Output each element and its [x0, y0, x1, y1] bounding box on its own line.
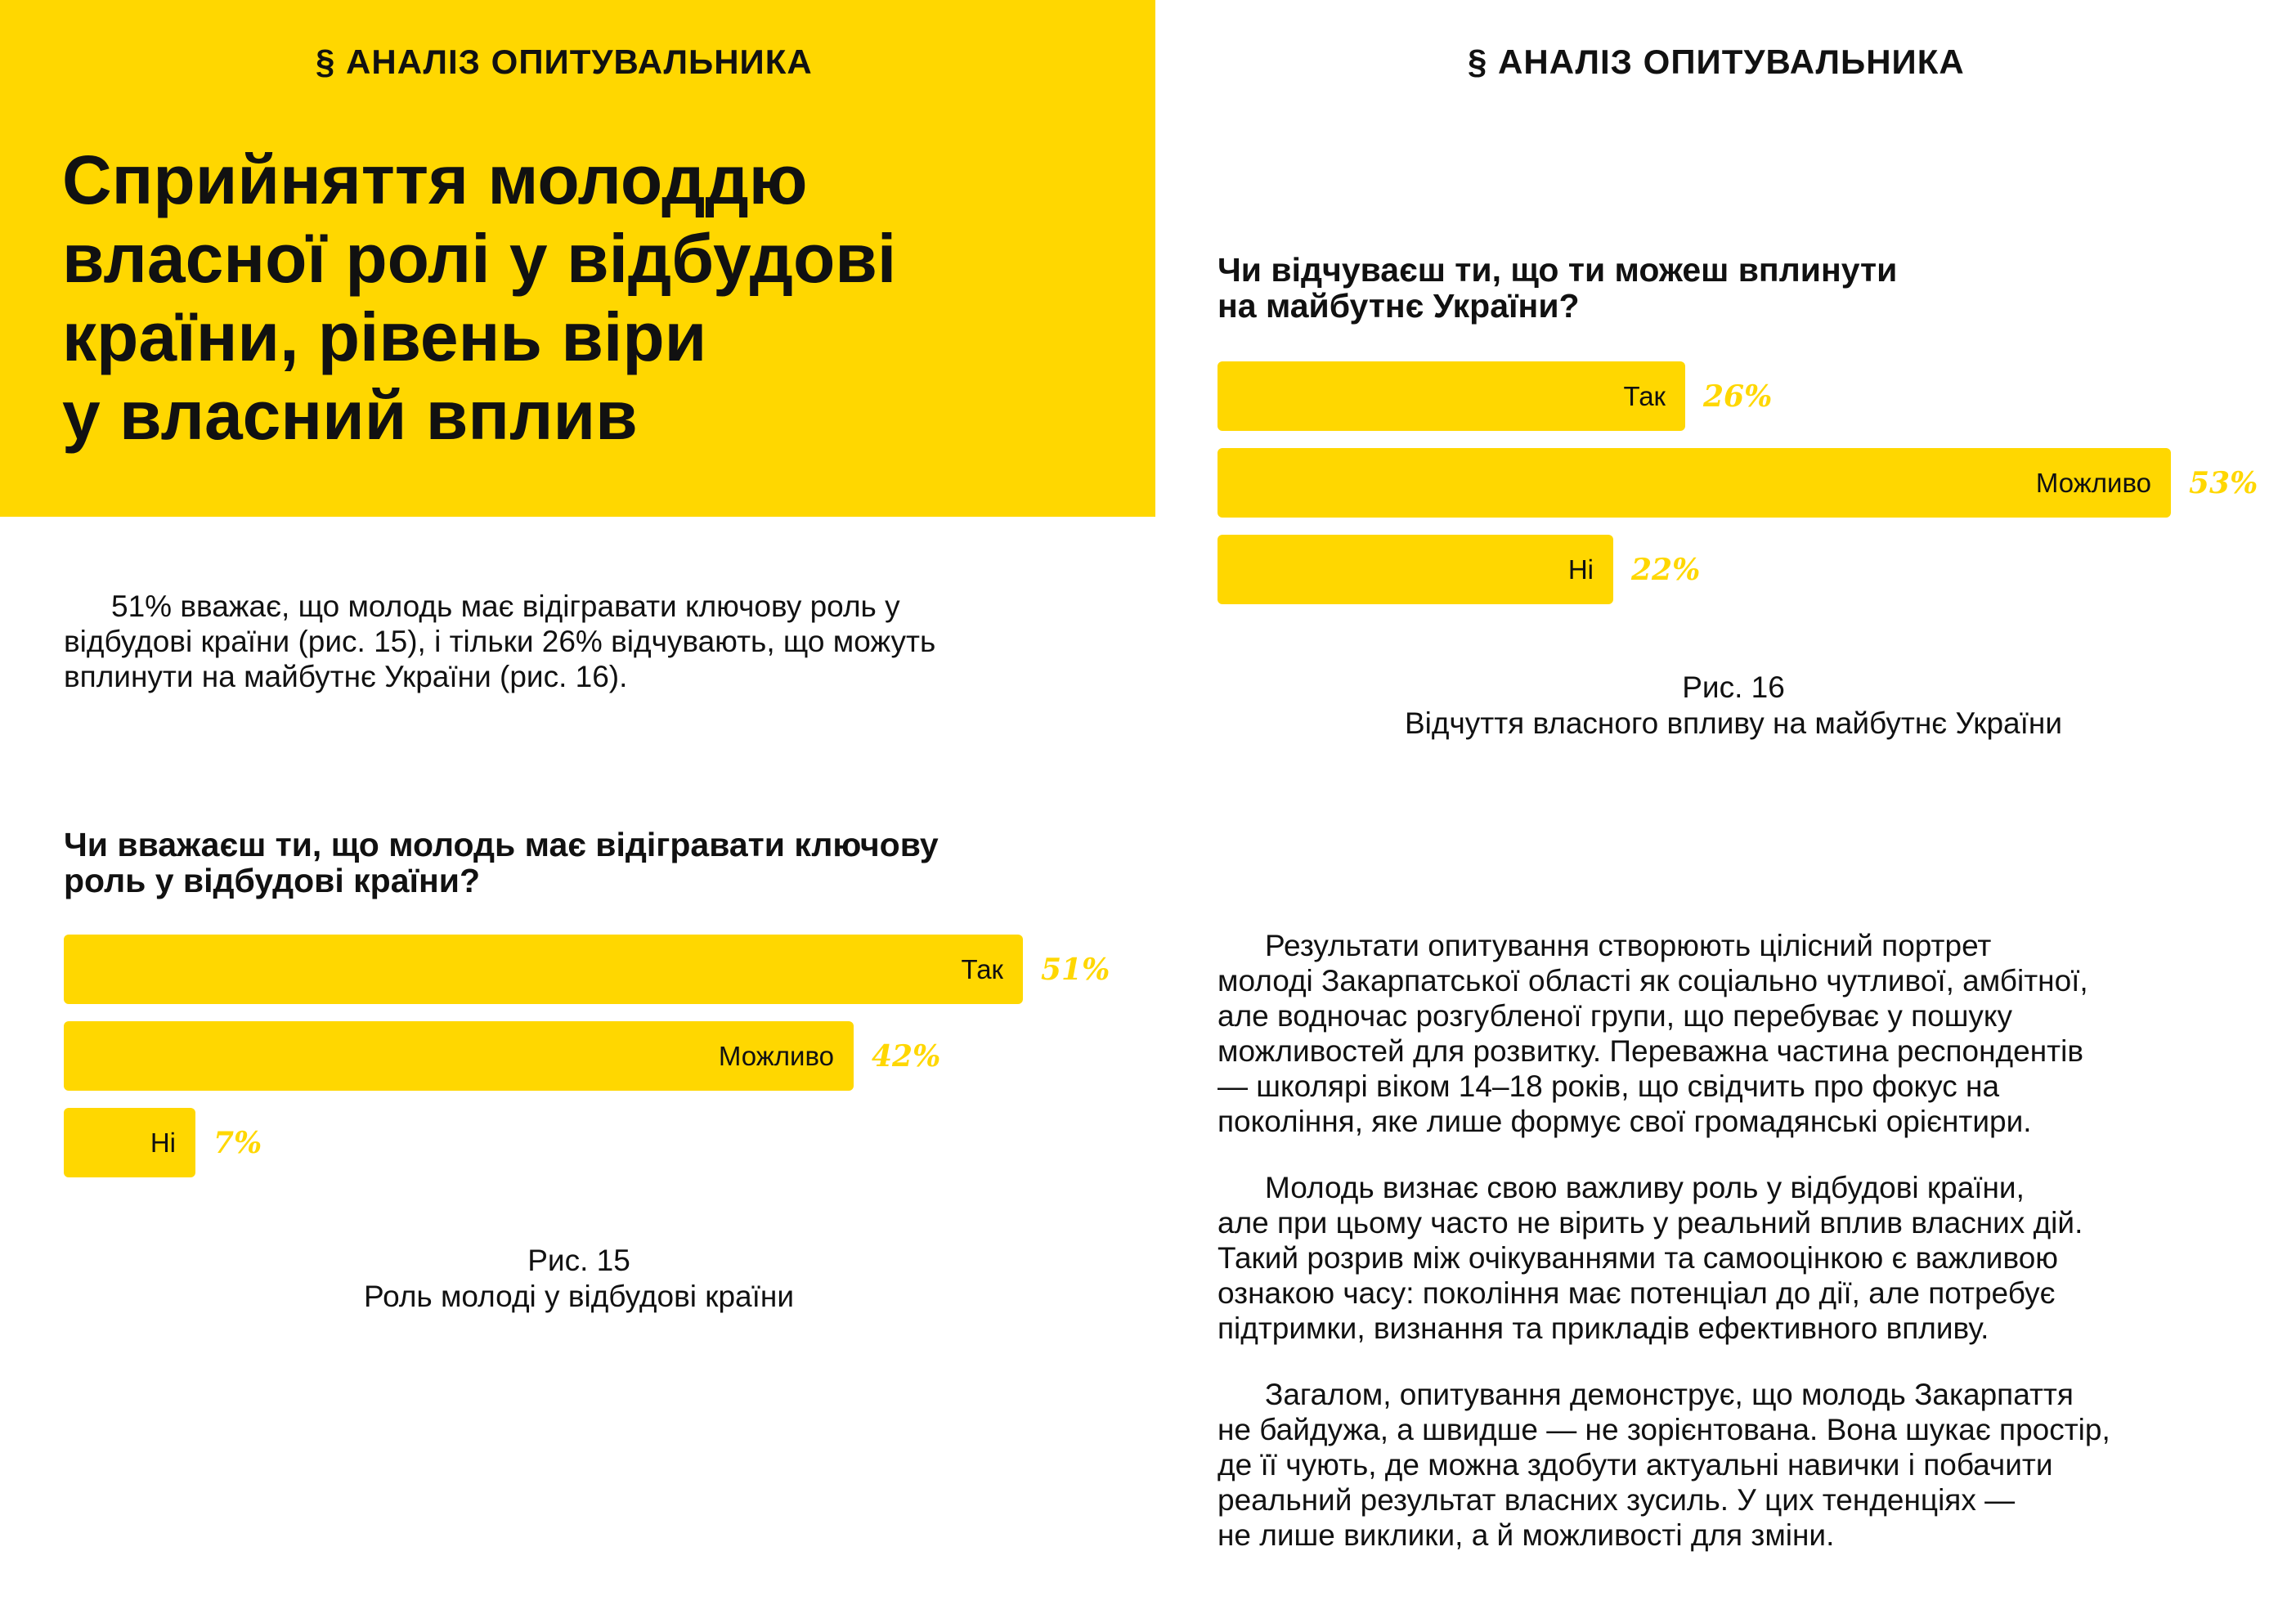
- chart-bar: [1218, 448, 2171, 518]
- figure-caption: [1296, 670, 2171, 742]
- bar-value-label: 51%: [1041, 953, 1110, 987]
- bar-value-label: 42%: [872, 1039, 941, 1074]
- text-line: Загалом, опитування демонструє, що молодь Закарпаття: [1265, 1378, 2074, 1411]
- text-line: але водночас розгубленої групи, що перебуває у пошуку: [1218, 999, 2013, 1033]
- title-line: країни, рівень віри: [62, 298, 707, 375]
- question-line: роль у відбудові країни?: [64, 862, 481, 899]
- intro-paragraph: [64, 589, 935, 694]
- bar-chart-youth-role: [64, 935, 1110, 1180]
- text-line: покоління, яке лише формує свої громадянські орієнтири.: [1218, 1105, 2032, 1138]
- text-line: не лише виклики, а й можливості для зміни.: [1218, 1518, 1835, 1552]
- text-line: ознакою часу: покоління має потенціал до дії, але потребує: [1218, 1276, 2056, 1310]
- text-line: не байдужа, а швидше — не зорієнтована. Вона шукає простір,: [1218, 1413, 2110, 1446]
- text-line: 51% вважає, що молодь має відігравати ключову роль у: [111, 590, 900, 623]
- chart-bar: [64, 1108, 195, 1177]
- text-line: підтримки, визнання та прикладів ефективного впливу.: [1218, 1311, 1989, 1345]
- caption-text: Відчуття власного впливу на майбутнє України: [1404, 706, 2063, 740]
- bar-value-label: 53%: [2189, 466, 2258, 500]
- title-line: власної ролі у відбудові: [62, 220, 897, 297]
- title-line: у власний вплив: [62, 377, 638, 454]
- chart-bar: [64, 1021, 854, 1091]
- bar-category-label: Так: [1623, 380, 1666, 411]
- section-label: § АНАЛІЗ ОПИТУВАЛЬНИКА: [316, 43, 813, 81]
- bar-category-label: Ні: [150, 1127, 176, 1158]
- chart-bar: [1218, 361, 1685, 431]
- text-line: молоді Закарпатської області як соціально чутливої, амбітної,: [1218, 964, 2088, 998]
- bar-value-label: 26%: [1703, 379, 1773, 414]
- text-line: але при цьому часто не вірить у реальний вплив власних дій.: [1218, 1206, 2083, 1240]
- caption-number: Рис. 16: [1682, 670, 1785, 704]
- text-line: — школярі віком 14–18 років, що свідчить про фокус на: [1218, 1069, 2000, 1103]
- caption-number: Рис. 15: [527, 1244, 630, 1277]
- chart-question: [64, 827, 939, 899]
- text-line: де її чують, де можна здобути актуальні навички і побачити: [1218, 1448, 2053, 1482]
- text-line: Такий розрив між очікуваннями та самооцінкою є важливою: [1218, 1241, 2059, 1275]
- bar-category-label: Можливо: [718, 1040, 834, 1071]
- bar-category-label: Можливо: [2035, 467, 2151, 498]
- caption-text: Роль молоді у відбудові країни: [364, 1280, 794, 1313]
- question-line: Чи відчуваєш ти, що ти можеш вплинути: [1218, 251, 1898, 289]
- conclusion-paragraph-1: [1218, 928, 2088, 1139]
- title-line: Сприйняття молоддю: [62, 141, 808, 218]
- conclusion-paragraph-2: [1218, 1170, 2083, 1346]
- text-line: відбудові країни (рис. 15), і тільки 26% відчувають, що можуть: [64, 625, 936, 658]
- question-line: Чи вважаєш ти, що молодь має відігравати ключову: [64, 826, 939, 863]
- text-line: Результати опитування створюють цілісний портрет: [1265, 929, 1992, 962]
- bar-category-label: Так: [961, 953, 1003, 984]
- conclusion-paragraph-3: [1218, 1377, 2110, 1553]
- question-line: на майбутнє України?: [1218, 287, 1580, 325]
- page-title: [62, 141, 896, 455]
- bar-value-label: 7%: [213, 1126, 262, 1160]
- bar-category-label: Ні: [1567, 554, 1594, 585]
- chart-bar: [1218, 535, 1613, 604]
- text-line: Молодь визнає свою важливу роль у відбудові країни,: [1265, 1171, 2025, 1204]
- text-line: реальний результат власних зусиль. У цих тенденціях —: [1218, 1483, 2016, 1517]
- bar-chart-influence: [1218, 361, 2280, 607]
- text-line: вплинути на майбутнє України (рис. 16).: [64, 660, 628, 693]
- chart-bar: [64, 935, 1023, 1004]
- bar-value-label: 22%: [1631, 553, 1701, 587]
- figure-caption: [244, 1243, 914, 1315]
- chart-question: [1218, 252, 1897, 324]
- text-line: можливостей для розвитку. Переважна частина респондентів: [1218, 1034, 2083, 1068]
- section-label: § АНАЛІЗ ОПИТУВАЛЬНИКА: [1468, 43, 1965, 81]
